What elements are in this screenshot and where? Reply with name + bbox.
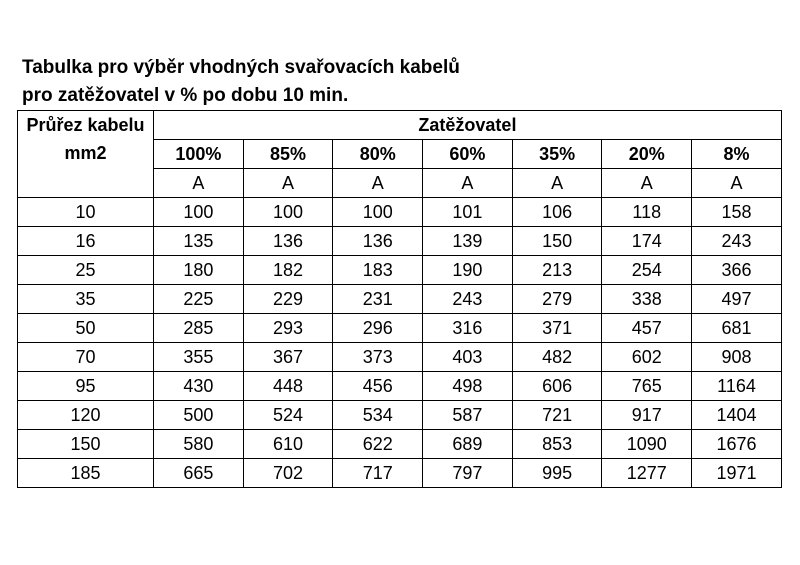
unit-cell: A xyxy=(512,169,602,198)
current-value-cell: 136 xyxy=(333,227,423,256)
current-value-cell: 101 xyxy=(423,198,513,227)
cross-section-header xyxy=(18,111,154,198)
table-row xyxy=(18,459,782,488)
current-value-cell: 296 xyxy=(333,314,423,343)
current-value-cell: 689 xyxy=(423,430,513,459)
load-level-header: 60% xyxy=(423,140,513,169)
current-value-cell: 135 xyxy=(154,227,244,256)
current-value-cell: 622 xyxy=(333,430,423,459)
unit-cell: A xyxy=(333,169,423,198)
cable-size-cell: 50 xyxy=(18,314,154,343)
cable-size-cell: 35 xyxy=(18,285,154,314)
current-value-cell: 456 xyxy=(333,372,423,401)
current-value-cell: 702 xyxy=(243,459,333,488)
unit-cell: A xyxy=(423,169,513,198)
current-value-cell: 371 xyxy=(512,314,602,343)
current-value-cell: 606 xyxy=(512,372,602,401)
cable-size-cell: 150 xyxy=(18,430,154,459)
load-level-header: 85% xyxy=(243,140,333,169)
current-value-cell: 373 xyxy=(333,343,423,372)
current-value-cell: 482 xyxy=(512,343,602,372)
current-value-cell: 183 xyxy=(333,256,423,285)
current-value-cell: 355 xyxy=(154,343,244,372)
load-level-header: 8% xyxy=(692,140,782,169)
current-value-cell: 500 xyxy=(154,401,244,430)
cable-size-cell: 16 xyxy=(18,227,154,256)
cross-section-label: Průřez kabelu xyxy=(26,115,145,135)
current-value-cell: 100 xyxy=(243,198,333,227)
cable-size-cell: 25 xyxy=(18,256,154,285)
current-value-cell: 908 xyxy=(692,343,782,372)
load-level-header: 100% xyxy=(154,140,244,169)
current-value-cell: 587 xyxy=(423,401,513,430)
current-value-cell: 225 xyxy=(154,285,244,314)
current-value-cell: 100 xyxy=(333,198,423,227)
current-value-cell: 403 xyxy=(423,343,513,372)
current-value-cell: 190 xyxy=(423,256,513,285)
table-row xyxy=(18,198,782,227)
cable-size-cell: 120 xyxy=(18,401,154,430)
load-group-header: Zatěžovatel xyxy=(154,111,782,140)
current-value-cell: 136 xyxy=(243,227,333,256)
current-value-cell: 1404 xyxy=(692,401,782,430)
cable-size-cell: 95 xyxy=(18,372,154,401)
current-value-cell: 1277 xyxy=(602,459,692,488)
current-value-cell: 180 xyxy=(154,256,244,285)
current-value-cell: 917 xyxy=(602,401,692,430)
current-value-cell: 366 xyxy=(692,256,782,285)
current-value-cell: 150 xyxy=(512,227,602,256)
current-value-cell: 1676 xyxy=(692,430,782,459)
cable-size-cell: 70 xyxy=(18,343,154,372)
current-value-cell: 721 xyxy=(512,401,602,430)
current-value-cell: 316 xyxy=(423,314,513,343)
current-value-cell: 498 xyxy=(423,372,513,401)
table-row xyxy=(18,343,782,372)
current-value-cell: 367 xyxy=(243,343,333,372)
table-body xyxy=(18,198,782,488)
current-value-cell: 524 xyxy=(243,401,333,430)
cable-selection-table xyxy=(17,110,782,488)
document-title-line-2: pro zatěžovatel v % po dobu 10 min. xyxy=(22,85,349,106)
current-value-cell: 610 xyxy=(243,430,333,459)
current-value-cell: 1164 xyxy=(692,372,782,401)
current-value-cell: 1971 xyxy=(692,459,782,488)
current-value-cell: 231 xyxy=(333,285,423,314)
cross-section-unit: mm2 xyxy=(64,143,107,163)
current-value-cell: 229 xyxy=(243,285,333,314)
current-value-cell: 293 xyxy=(243,314,333,343)
current-value-cell: 254 xyxy=(602,256,692,285)
current-value-cell: 139 xyxy=(423,227,513,256)
unit-cell: A xyxy=(602,169,692,198)
table-row xyxy=(18,401,782,430)
current-value-cell: 717 xyxy=(333,459,423,488)
load-level-header: 35% xyxy=(512,140,602,169)
cable-size-cell: 185 xyxy=(18,459,154,488)
current-value-cell: 995 xyxy=(512,459,602,488)
current-value-cell: 681 xyxy=(692,314,782,343)
current-value-cell: 279 xyxy=(512,285,602,314)
current-value-cell: 580 xyxy=(154,430,244,459)
unit-cell: A xyxy=(243,169,333,198)
table-row xyxy=(18,372,782,401)
current-value-cell: 765 xyxy=(602,372,692,401)
current-value-cell: 118 xyxy=(602,198,692,227)
table-row xyxy=(18,314,782,343)
current-value-cell: 182 xyxy=(243,256,333,285)
current-value-cell: 285 xyxy=(154,314,244,343)
current-value-cell: 665 xyxy=(154,459,244,488)
table-row xyxy=(18,227,782,256)
current-value-cell: 497 xyxy=(692,285,782,314)
current-value-cell: 534 xyxy=(333,401,423,430)
current-value-cell: 602 xyxy=(602,343,692,372)
current-value-cell: 1090 xyxy=(602,430,692,459)
current-value-cell: 158 xyxy=(692,198,782,227)
current-value-cell: 853 xyxy=(512,430,602,459)
table-row xyxy=(18,285,782,314)
table-row xyxy=(18,430,782,459)
unit-cell: A xyxy=(154,169,244,198)
current-value-cell: 213 xyxy=(512,256,602,285)
current-value-cell: 457 xyxy=(602,314,692,343)
document-title-line-1: Tabulka pro výběr vhodných svařovacích kabelů xyxy=(22,57,460,78)
current-value-cell: 338 xyxy=(602,285,692,314)
current-value-cell: 430 xyxy=(154,372,244,401)
current-value-cell: 243 xyxy=(423,285,513,314)
load-level-header: 80% xyxy=(333,140,423,169)
load-level-header: 20% xyxy=(602,140,692,169)
header-row-group xyxy=(18,111,782,140)
current-value-cell: 243 xyxy=(692,227,782,256)
table-row xyxy=(18,256,782,285)
cable-size-cell: 10 xyxy=(18,198,154,227)
unit-cell: A xyxy=(692,169,782,198)
current-value-cell: 100 xyxy=(154,198,244,227)
current-value-cell: 797 xyxy=(423,459,513,488)
current-value-cell: 448 xyxy=(243,372,333,401)
current-value-cell: 106 xyxy=(512,198,602,227)
current-value-cell: 174 xyxy=(602,227,692,256)
